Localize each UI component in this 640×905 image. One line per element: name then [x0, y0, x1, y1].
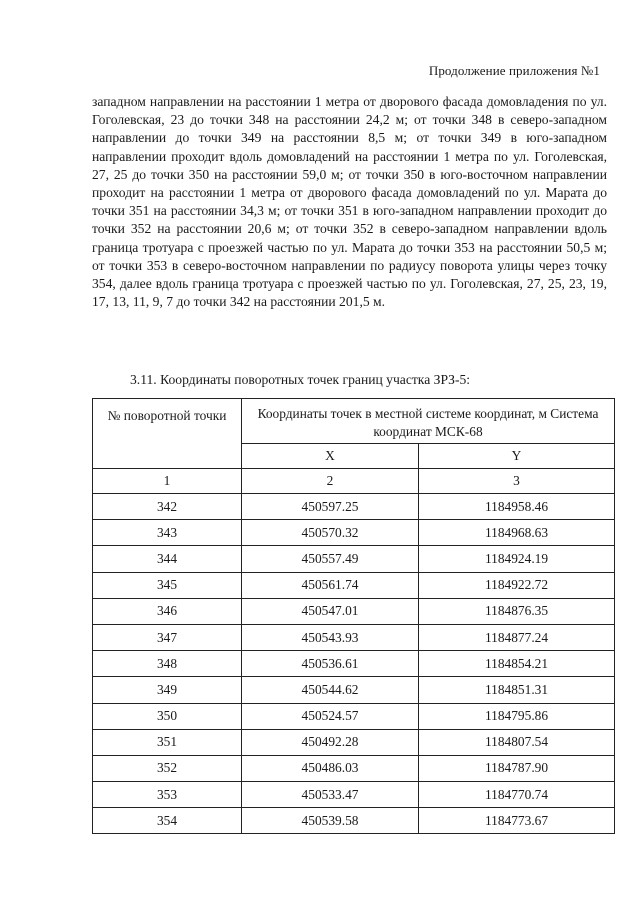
header-coordinates: Координаты точек в местной системе координат, м Система координат МСК-68 — [242, 399, 615, 444]
header-y: Y — [419, 444, 615, 469]
y-coordinate-cell: 1184795.86 — [419, 703, 615, 729]
y-coordinate-cell: 1184922.72 — [419, 572, 615, 598]
table-row — [93, 808, 615, 834]
x-coordinate-cell: 450570.32 — [242, 520, 419, 546]
column-number-3: 3 — [419, 469, 615, 494]
y-coordinate-cell: 1184787.90 — [419, 755, 615, 781]
header-x: X — [242, 444, 419, 469]
table-row — [93, 598, 615, 624]
x-coordinate-cell: 450539.58 — [242, 808, 419, 834]
x-coordinate-cell: 450492.28 — [242, 729, 419, 755]
y-coordinate-cell: 1184851.31 — [419, 677, 615, 703]
y-coordinate-cell: 1184958.46 — [419, 494, 615, 520]
x-coordinate-cell: 450597.25 — [242, 494, 419, 520]
table-row — [93, 729, 615, 755]
y-coordinate-cell: 1184770.74 — [419, 782, 615, 808]
y-coordinate-cell: 1184807.54 — [419, 729, 615, 755]
table-row — [93, 572, 615, 598]
column-number-1: 1 — [93, 469, 242, 494]
body-paragraph: западном направлении на расстоянии 1 метра от дворового фасада домовладения по ул. Гоголевская, 23 до точки 348 на расстоянии 24,2 м; от точки 348 в северо-западном направлении до точки 349 на расстоянии 8,5 м; от точки 349 в юго-западном направлении проходит вдоль домовладений на расстоянии 1 метра по ул. Гоголевская, 27, 25 до точки 350 на расстоянии 59,0 м; от точки 350 в юго-восточном направлении проходит на расстоянии 1 метра от дворового фасада домовладений по ул. Марата до точки 351 на расстоянии 34,3 м; от точки 351 в юго-западном направлении проходит до точки 352 на расстоянии 20,6 м; от точки 352 в северо-западном направлении вдоль граница тротуара с проезжей частью по ул. Марата до точки 353 на расстоянии 50,5 м; от точки 353 в северо-восточном направлении по радиусу поворота улицы через точку 354, далее вдоль граница тротуара с проезжей частью по ул. Гоголевская, 27, 25, 23, 19, 17, 13, 11, 9, 7 до точки 342 на расстоянии 201,5 м. — [92, 94, 607, 310]
x-coordinate-cell: 450544.62 — [242, 677, 419, 703]
y-coordinate-cell: 1184854.21 — [419, 651, 615, 677]
point-number-cell: 349 — [93, 677, 242, 703]
point-number-cell: 347 — [93, 624, 242, 650]
y-coordinate-cell: 1184877.24 — [419, 624, 615, 650]
table-row — [93, 546, 615, 572]
y-coordinate-cell: 1184773.67 — [419, 808, 615, 834]
point-number-cell: 342 — [93, 494, 242, 520]
column-number-2: 2 — [242, 469, 419, 494]
header-point-number: № поворотной точки — [93, 399, 242, 469]
table-row — [93, 755, 615, 781]
page-header: Продолжение приложения №1 — [428, 63, 600, 78]
point-number-cell: 348 — [93, 651, 242, 677]
point-number-cell: 344 — [93, 546, 242, 572]
x-coordinate-cell: 450486.03 — [242, 755, 419, 781]
y-coordinate-cell: 1184876.35 — [419, 598, 615, 624]
x-coordinate-cell: 450557.49 — [242, 546, 419, 572]
y-coordinate-cell: 1184968.63 — [419, 520, 615, 546]
point-number-cell: 354 — [93, 808, 242, 834]
table-row — [93, 651, 615, 677]
table-row — [93, 677, 615, 703]
x-coordinate-cell: 450561.74 — [242, 572, 419, 598]
point-number-cell: 345 — [93, 572, 242, 598]
x-coordinate-cell: 450536.61 — [242, 651, 419, 677]
point-number-cell: 351 — [93, 729, 242, 755]
x-coordinate-cell: 450533.47 — [242, 782, 419, 808]
table-row — [93, 520, 615, 546]
coordinates-table — [92, 398, 615, 834]
table-row — [93, 494, 615, 520]
point-number-cell: 352 — [93, 755, 242, 781]
table-row — [93, 782, 615, 808]
x-coordinate-cell: 450543.93 — [242, 624, 419, 650]
point-number-cell: 343 — [93, 520, 242, 546]
point-number-cell: 346 — [93, 598, 242, 624]
table-row — [93, 624, 615, 650]
x-coordinate-cell: 450524.57 — [242, 703, 419, 729]
point-number-cell: 353 — [93, 782, 242, 808]
section-title: 3.11. Координаты поворотных точек границ участка ЗРЗ-5: — [130, 372, 471, 387]
point-number-cell: 350 — [93, 703, 242, 729]
y-coordinate-cell: 1184924.19 — [419, 546, 615, 572]
table-row — [93, 703, 615, 729]
x-coordinate-cell: 450547.01 — [242, 598, 419, 624]
